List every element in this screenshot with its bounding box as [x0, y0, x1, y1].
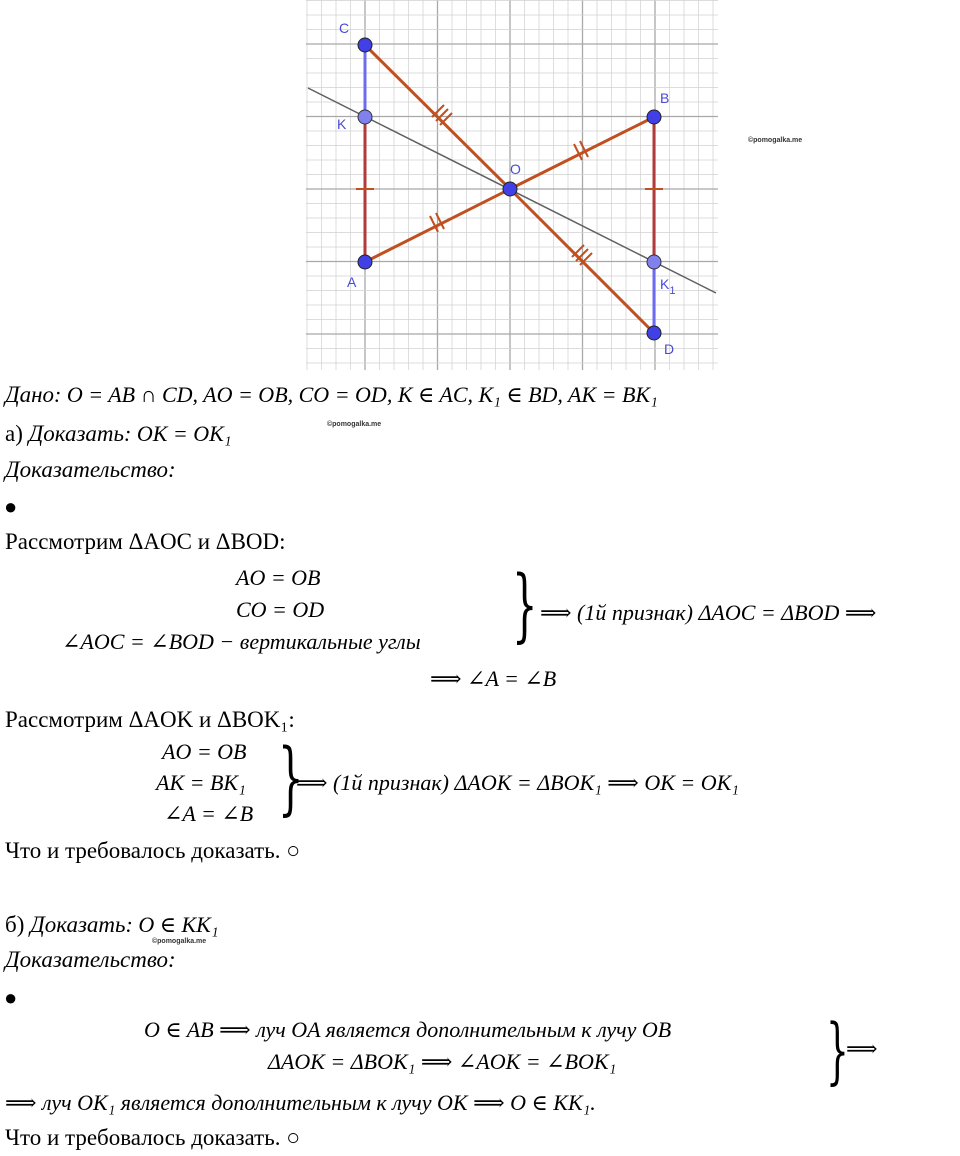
sys1-line-3: ∠AOC = ∠BOD − вертикальные углы [62, 629, 421, 654]
part-b-line: ⟹ луч OK₁ является дополнительным к лучу OK ⟹ O ∈ KK₁. [5, 1090, 596, 1115]
part-a-qed: Что и требовалось доказать. ○ [5, 838, 301, 863]
given-line [5, 380, 658, 410]
label-a: A [347, 274, 357, 290]
ticks-co [432, 105, 452, 125]
label-b: B [660, 90, 670, 106]
label-k1: $K_1$ [660, 276, 676, 297]
part-b-proof-label: Доказательство: [5, 947, 176, 972]
point-k1 [647, 255, 661, 269]
sys1-brace: } [512, 558, 538, 651]
part-a-consider-2: Рассмотрим ΔAOK и ΔBOK₁: [5, 707, 295, 732]
part-b-statement [5, 910, 219, 940]
part-b-label: Доказать [30, 912, 126, 937]
sys1-result: ⟹ (1й признак) ΔAOC = ΔBOD ⟹ [540, 600, 877, 625]
sys2-line-1: AO = OB [162, 739, 247, 764]
sys2-brace: } [278, 731, 304, 824]
point-d [647, 326, 661, 340]
watermark: ©pomogalka.me [152, 938, 207, 945]
part-a-proof-label: Доказательство: [5, 457, 176, 482]
label-d: D [664, 341, 675, 357]
sys3-brace: } [826, 1008, 849, 1092]
part-a-text: : OK = OK₁ [124, 421, 232, 446]
part-a-label: Доказать [28, 421, 124, 446]
sys3-line-1: O ∈ AB ⟹ луч OA является дополнительным к лучу OB [144, 1017, 672, 1042]
point-k [358, 110, 372, 124]
sys3-line-2: ΔAOK = ΔBOK₁ ⟹ ∠AOK = ∠BOK₁ [268, 1049, 617, 1074]
part-a-prefix: а) [5, 421, 29, 446]
sys1-result-2: ⟹ ∠A = ∠B [430, 666, 557, 691]
point-b [647, 110, 661, 124]
point-a [358, 255, 372, 269]
part-a-statement [5, 419, 231, 449]
given-text: : O = AB ∩ CD, AO = OB, CO = OD, K ∈ AC, K₁ ∈ BD, AK = BK₁ [54, 382, 658, 407]
point-o [503, 182, 517, 196]
label-c: C [339, 20, 350, 36]
sys2-line-2: AK = BK₁ [156, 770, 246, 795]
point-c [358, 38, 372, 52]
part-a-bullet: ● [4, 494, 18, 519]
given-label: Дано [5, 382, 55, 407]
part-b-bullet: ● [4, 985, 18, 1010]
sys1-line-2: CO = OD [236, 597, 325, 622]
sys2-result: ⟹ (1й признак) ΔAOK = ΔBOK₁ ⟹ OK = OK₁ [296, 770, 739, 795]
part-b-prefix: б) [5, 912, 31, 937]
sys1-line-1: AO = OB [236, 565, 321, 590]
part-b-text: : O ∈ KK₁ [125, 912, 219, 937]
label-o: O [510, 161, 521, 177]
part-a-consider-1: Рассмотрим ΔAOC и ΔBOD: [5, 529, 286, 554]
watermark: ©pomogalka.me [327, 421, 382, 428]
sys3-result: ⟹ [846, 1036, 878, 1061]
part-b-qed: Что и требовалось доказать. ○ [5, 1125, 301, 1150]
sys2-line-3: ∠A = ∠B [164, 801, 254, 826]
geometry-figure [306, 0, 718, 370]
label-k: K [337, 116, 347, 132]
watermark: ©pomogalka.me [748, 137, 803, 144]
